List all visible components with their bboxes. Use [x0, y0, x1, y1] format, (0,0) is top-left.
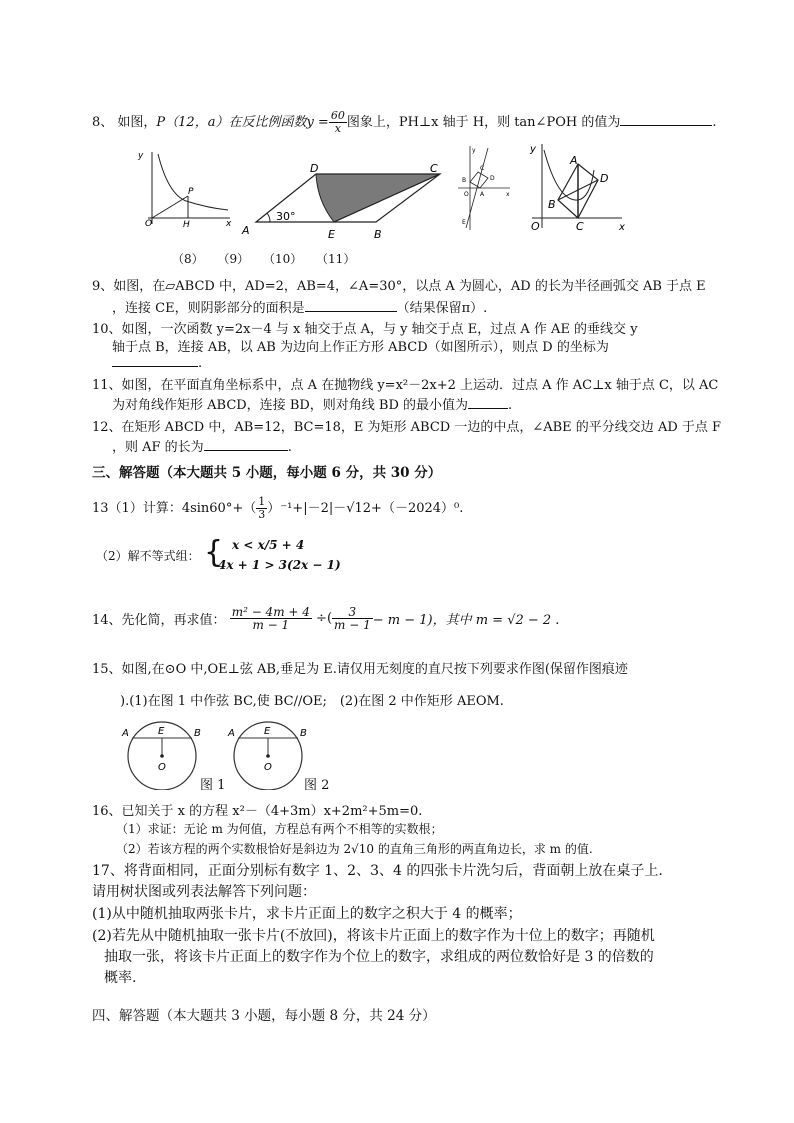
brace-icon: { [204, 535, 224, 570]
question-13-part-1: 13（1）计算：4sin60°+（ $\frac{1}{3}$ ）⁻¹+|－2|－√12+（－2024）⁰. [92, 495, 464, 521]
question-9-line-1: 9、如图，在▱ABCD 中，AD=2，AB=4，∠A=30°，以点 A 为圆心，AD 的长为半径画弧交 AB 于点 E [92, 279, 706, 294]
fraction-one-third: $\frac{1}{3}$ [258, 495, 266, 521]
answer-blank [620, 113, 712, 126]
question-12-line-2: ，则 AF 的长为 . [112, 440, 292, 455]
question-14: 14、先化简，再求值： $\frac{\text{m² − 4m + 4}}{m - 1}$ ÷( $\frac{3}{m - 1}$ − m − 1)，其中 m = √2 − 2 . [92, 605, 560, 632]
figure-1-caption: 图 1 [200, 778, 226, 793]
question-16-line-2: （1）求证：无论 m 为何值，方程总有两个不相等的实数根； [116, 822, 443, 836]
question-10-line-2: 轴于点 B，连接 AB，以 AB 为边向上作正方形 ABCD（如图所示），则点 D 的坐标为 [112, 340, 609, 355]
question-12-line-1: 12、在矩形 ABCD 中，AB=12，BC=18，E 为矩形 ABCD 一边的中点，∠ABE 的平分线交边 AD 于点 F [92, 420, 722, 435]
label-b: B [374, 228, 382, 241]
label-c: C [430, 162, 438, 175]
question-17-line-5: 抽取一张，将该卡片正面上的数字作为个位上的数字，求组成的两位数恰好是 3 的倍数的 [104, 949, 654, 965]
answer-blank [305, 299, 397, 312]
answer-blank [112, 354, 198, 367]
inequality-2: 4x + 1 > 3(2x − 1) [218, 558, 341, 572]
question-15-line-1: 15、如图,在⊙O 中,OE⊥弦 AB,垂足为 E.请仅用无刻度的直尺按下列要求作图(保留作图痕迹 [92, 662, 628, 677]
label-a: A [122, 728, 129, 739]
label-c: C [576, 220, 584, 233]
label-e-2: E [264, 726, 271, 737]
figure-8 [128, 146, 236, 228]
label-d: D [310, 162, 319, 175]
label-d: D [490, 175, 495, 182]
question-8: 8、 如图，P（12，a）在反比例函数y = $\frac{60}{x}$ 图象上，PH⊥x 轴于 H，则 tan∠POH 的值为 . [92, 109, 717, 135]
label-b: B [548, 198, 556, 211]
answer-blank [204, 438, 288, 451]
label-y: y [472, 147, 476, 154]
label-x: x [619, 222, 625, 233]
question-16-line-1: 16、已知关于 x 的方程 x²－（4+3m）x+2m²+5m=0. [92, 804, 423, 819]
label-o-2: O [264, 762, 272, 773]
label-a: A [242, 224, 250, 237]
label-o: O [531, 220, 540, 233]
question-17-line-2: 请用树状图或列表法解答下列问题： [92, 884, 316, 900]
question-15-line-2: ).(1)在图 1 中作弦 BC,使 BC//OE; (2)在图 2 中作矩形 AEOM. [120, 694, 504, 709]
angle-label: 30° [276, 210, 296, 223]
question-10-line-1: 10、如图，一次函数 y=2x－4 与 x 轴交于点 A，与 y 轴交于点 E，过点 A 作 AE 的垂线交 y [92, 322, 638, 337]
label-p: P [188, 187, 194, 197]
label-o: O [158, 762, 166, 773]
figure-9 [238, 160, 448, 242]
label-o: O [145, 219, 153, 228]
label-a: A [570, 154, 578, 167]
label-b: B [462, 177, 467, 184]
label-y: y [138, 151, 144, 161]
label-h: H [183, 220, 190, 228]
section-3-header: 三、解答题（本大题共 5 小题，每小题 6 分，共 30 分） [92, 465, 442, 481]
label-c: C [480, 165, 485, 172]
figure-10 [450, 142, 514, 234]
figure-2-caption: 图 2 [304, 778, 330, 793]
answer-blank [468, 396, 508, 409]
question-17-line-6: 概率. [104, 970, 137, 986]
inequality-1: x < x/5 + 4 [232, 538, 305, 552]
figure-captions: （8） （9） （10） （11） [172, 252, 356, 266]
label-b: B [194, 728, 201, 739]
label-e: E [462, 219, 466, 226]
fraction-1: $\frac{\text{m² − 4m + 4}}{m - 1}$ [231, 605, 310, 632]
question-11-line-1: 11、如图，在平面直角坐标系中，点 A 在抛物线 y=x²－2x+2 上运动．过点 A 作 AC⊥x 轴于点 C，以 AC [92, 378, 719, 393]
fraction-2: $\frac{3}{m - 1}$ [334, 605, 371, 632]
question-17-line-1: 17、将背面相同，正面分别标有数字 1、2、3、4 的四张卡片洗匀后，背面朝上放在桌子上. [92, 863, 663, 879]
question-17-line-3: (1)从中随机抽取两张卡片，求卡片正面上的数字之积大于 4 的概率； [92, 906, 522, 922]
label-a: A [480, 191, 485, 198]
label-x: x [506, 191, 510, 198]
label-a-2: A [228, 728, 235, 739]
label-y: y [530, 144, 536, 155]
question-9-line-2: ，连接 CE，则阴影部分的面积是 （结果保留π）. [112, 301, 488, 316]
label-d: D [600, 172, 609, 185]
label-o: O [464, 191, 469, 198]
label-e: E [328, 228, 335, 241]
label-e: E [158, 726, 165, 737]
label-x: x [226, 219, 232, 228]
figure-11 [522, 140, 628, 234]
section-4-header: 四、解答题（本大题共 3 小题，每小题 8 分，共 24 分） [92, 1008, 436, 1024]
question-11-line-2: 为对角线作矩形 ABCD，连接 BD，则对角线 BD 的最小值为 . [112, 398, 513, 413]
label-b-2: B [300, 728, 307, 739]
fraction-60-over-x: $\frac{60}{x}$ [330, 109, 345, 135]
question-16-line-3: （2）若该方程的两个实数根恰好是斜边为 2√10 的直角三角形的两直角边长，求 m 的值. [116, 842, 593, 856]
question-10-line-3: . [112, 354, 202, 371]
question-13-part-2-label: （2）解不等式组： [96, 549, 200, 563]
question-17-line-4: (2)若先从中随机抽取一张卡片(不放回)，将该卡片正面上的数字作为十位上的数字；再随机 [92, 928, 655, 944]
